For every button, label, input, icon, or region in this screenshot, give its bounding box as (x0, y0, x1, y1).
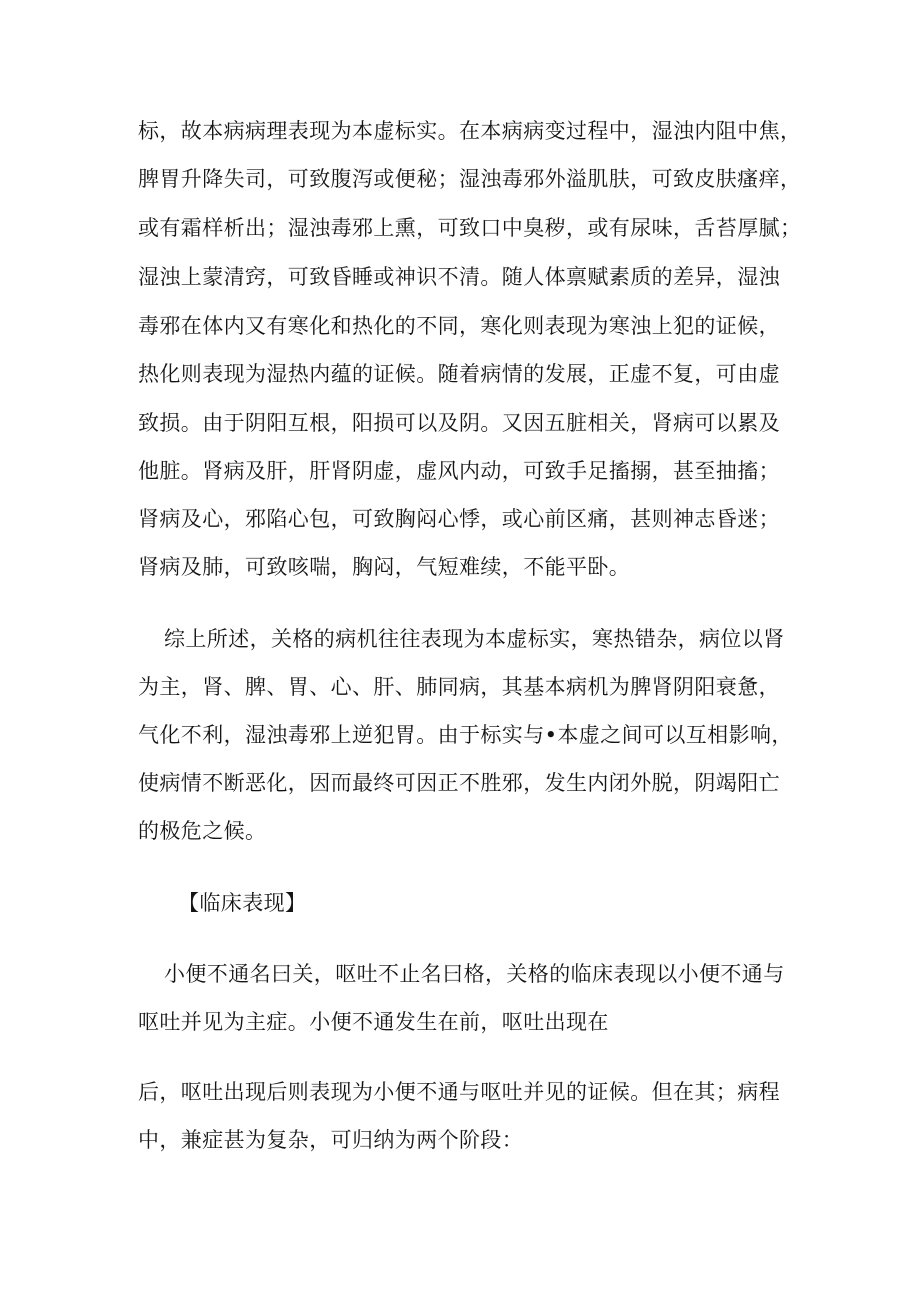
text-line: 小便不通名曰关，呕吐不止名曰格，关格的临床表现以小便不通与 (164, 962, 785, 986)
text-line: 的极危之候。 (138, 819, 267, 843)
text-line: 使病情不断恶化，因而最终可因正不胜邪，发生内闭外脱，阴竭阳亡 (138, 771, 780, 795)
text-line: 致损。由于阴阳互根，阳损可以及阴。又因五脏相关，肾病可以累及 (138, 411, 780, 435)
text-line: 他脏。肾病及肝，肝肾阴虚，虚风内动，可致手足搐搦，甚至抽搐； (138, 459, 780, 483)
text-line: 湿浊上蒙清窍，可致昏睡或神识不清。随人体禀赋素质的差异，湿浊 (138, 265, 780, 289)
text-line: 中，兼症甚为复杂，可归纳为两个阶段： (138, 1128, 524, 1152)
text-line: 综上所述，关格的病机往往表现为本虚标实，寒热错杂，病位以肾 (164, 627, 785, 651)
text-line: 毒邪在体内又有寒化和热化的不同，寒化则表现为寒浊上犯的证候， (138, 314, 780, 338)
text-line: 标，故本病病理表现为本虚标实。在本病病变过程中，湿浊内阻中焦， (138, 119, 802, 143)
text-line: 或有霜样析出；湿浊毒邪上熏，可致口中臭秽，或有尿味，舌苔厚腻； (138, 216, 802, 240)
text-line: 肾病及肺，可致咳喘，胸闷，气短难续，不能平卧。 (138, 555, 631, 579)
text-line: 热化则表现为湿热内蕴的证候。随着病情的发展，正虚不复，可由虚 (138, 362, 780, 386)
section-heading: 【临床表现】 (178, 891, 307, 915)
text-line: 为主，肾、脾、胃、心、肝、肺同病，其基本病机为脾肾阴阳衰惫， (138, 675, 780, 699)
text-line: 气化不利，湿浊毒邪上逆犯胃。由于标实与•本虚之间可以互相影响， (138, 723, 793, 747)
text-line: 呕吐并见为主症。小便不通发生在前，呕吐出现在 (138, 1010, 609, 1034)
text-line: 肾病及心，邪陷心包，可致胸闷心悸，或心前区痛，甚则神志昏迷； (138, 507, 780, 531)
text-line: 后，呕吐出现后则表现为小便不通与呕吐并见的证候。但在其；病程 (138, 1080, 780, 1104)
text-line: 脾胃升降失司，可致腹泻或便秘；湿浊毒邪外溢肌肤，可致皮肤瘙痒， (138, 167, 802, 191)
